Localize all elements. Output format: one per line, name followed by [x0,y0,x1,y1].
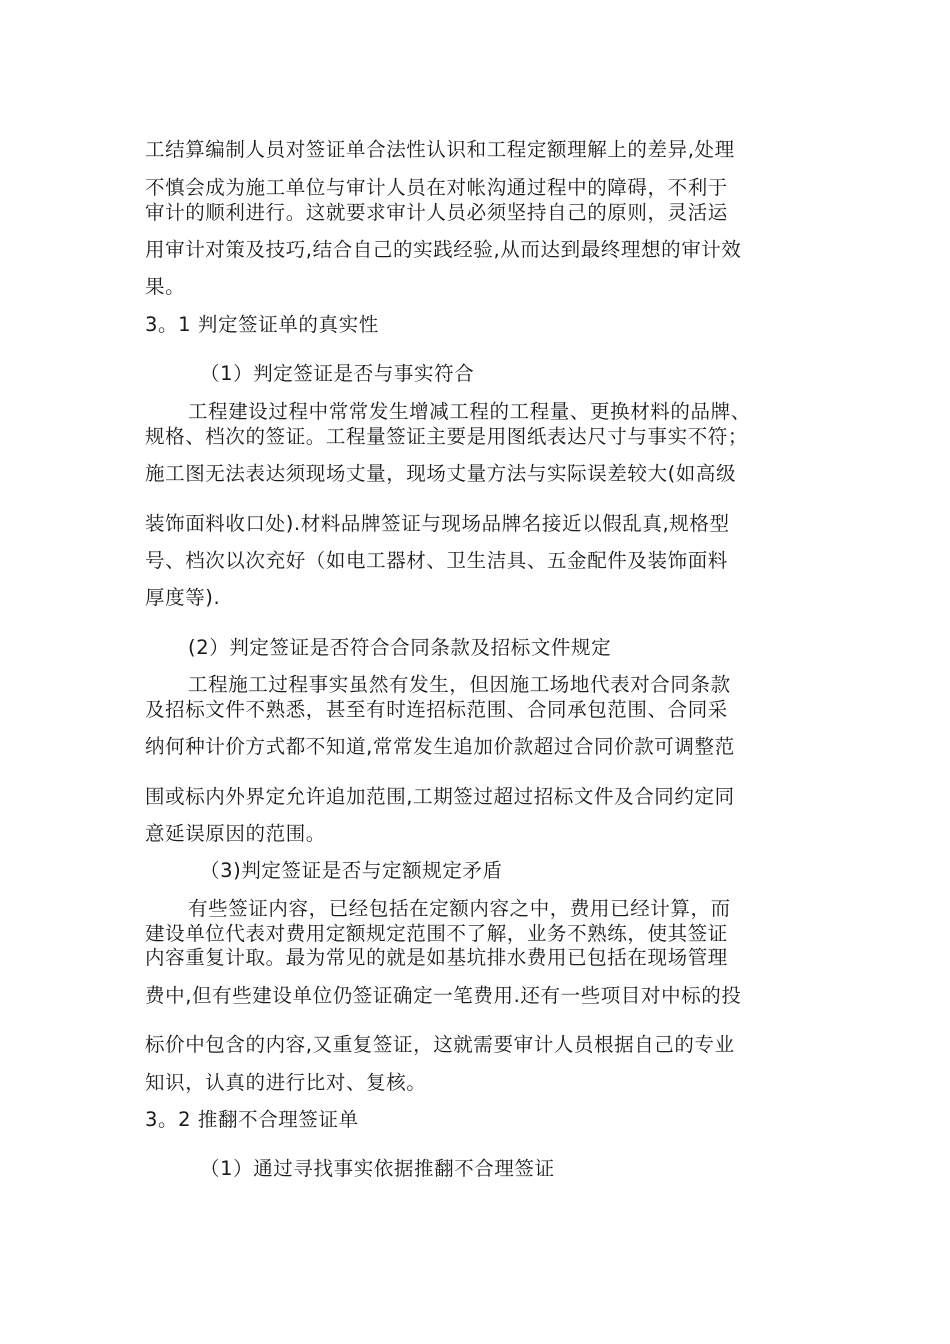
subsection-heading: (2）判定签证是否符合合同条款及招标文件规定 [188,636,612,659]
paragraph-line: 标价中包含的内容,又重复签证，这就需要审计人员根据自己的专业 [145,1033,735,1056]
subsection-heading: （3)判定签证是否与定额规定矛盾 [200,859,503,882]
paragraph-line: 用审计对策及技巧,结合自己的实践经验,从而达到最终理想的审计效 [145,238,742,261]
paragraph-line: 建设单位代表对费用定额规定范围不了解，业务不熟练，使其签证 [145,922,728,945]
paragraph-line: 不慎会成为施工单位与审计人员在对帐沟通过程中的障碍，不利于 [145,176,728,199]
paragraph-line: 有些签证内容，已经包括在定额内容之中，费用已经计算，而 [188,897,731,920]
paragraph-line: 知识，认真的进行比对、复核。 [145,1071,427,1094]
subsection-heading: （1）通过寻找事实依据推翻不合理签证 [200,1157,555,1180]
subsection-heading: （1）判定签证是否与事实符合 [200,362,475,385]
paragraph-line: 装饰面料收口处).材料品牌签证与现场品牌名接近以假乱真,规格型 [145,512,730,535]
section-heading: 3。1 判定签证单的真实性 [145,313,379,336]
paragraph-line: 及招标文件不熟悉，甚至有时连招标范围、合同承包范围、合同采 [145,698,728,721]
paragraph-line: 工结算编制人员对签证单合法性认识和工程定额理解上的差异,处理 [145,138,735,161]
section-heading: 3。2 推翻不合理签证单 [145,1108,359,1131]
paragraph-line: 意延误原因的范围。 [145,822,326,845]
paragraph-line: 纳何种计价方式都不知道,常常发生追加价款超过合同价款可调整范 [145,735,735,758]
paragraph-line: 费中,但有些建设单位仍签证确定一笔费用.还有一些项目对中标的投 [145,984,742,1007]
paragraph-line: 内容重复计取。最为常见的就是如基坑排水费用已包括在现场管理 [145,946,728,969]
paragraph-line: 规格、档次的签证。工程量签证主要是用图纸表达尺寸与事实不符； [145,425,749,448]
paragraph-line: 号、档次以次充好（如电工器材、卫生洁具、五金配件及装饰面料 [145,549,728,572]
paragraph-line: 果。 [145,275,186,298]
paragraph-line: 审计的顺利进行。这就要求审计人员必须坚持自己的原则，灵活运 [145,201,728,224]
paragraph-line: 厚度等). [145,586,221,609]
paragraph-line: 工程施工过程事实虽然有发生，但因施工场地代表对合同条款 [188,673,731,696]
paragraph-line: 施工图无法表达须现场丈量，现场丈量方法与实际误差较大(如高级 [145,462,737,485]
paragraph-line: 工程建设过程中常常发生增减工程的工程量、更换材料的品牌、 [188,400,751,423]
paragraph-line: 围或标内外界定允许追加范围,工期签过超过招标文件及合同约定同 [145,785,735,808]
